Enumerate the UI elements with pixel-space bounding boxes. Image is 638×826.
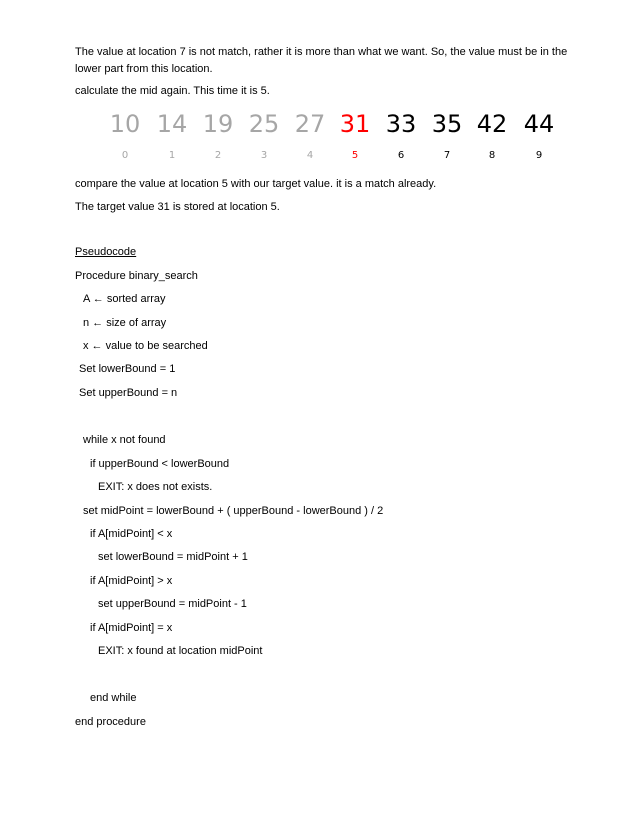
array-index: 5 bbox=[351, 150, 359, 161]
array-index: 1 bbox=[168, 150, 176, 161]
code-line: n ← size of array bbox=[83, 317, 167, 329]
code-line: x ← value to be searched bbox=[83, 340, 208, 352]
array-index: 8 bbox=[488, 150, 496, 161]
code-line: end procedure bbox=[75, 716, 146, 728]
code-line: set midPoint = lowerBound + ( upperBound - lowerBound ) / 2 bbox=[83, 505, 384, 517]
code-line: if A[midPoint] = x bbox=[90, 622, 173, 634]
array-value: 35 bbox=[431, 110, 463, 138]
compare-line: compare the value at location 5 with our target value. it is a match already. bbox=[75, 178, 437, 190]
array-value: 44 bbox=[523, 110, 555, 138]
array-index: 2 bbox=[214, 150, 222, 161]
array-value: 14 bbox=[156, 110, 188, 138]
array-value-match: 31 bbox=[339, 110, 371, 138]
array-value: 27 bbox=[294, 110, 326, 138]
code-line: if A[midPoint] > x bbox=[90, 575, 173, 587]
code-line: Set lowerBound = 1 bbox=[79, 363, 176, 375]
array-index: 3 bbox=[260, 150, 268, 161]
array-index: 0 bbox=[121, 150, 129, 161]
array-value: 19 bbox=[202, 110, 234, 138]
array-index: 9 bbox=[535, 150, 543, 161]
array-value: 10 bbox=[109, 110, 141, 138]
array-index: 4 bbox=[306, 150, 314, 161]
array-value: 42 bbox=[476, 110, 508, 138]
pseudocode-heading: Pseudocode bbox=[75, 246, 137, 258]
code-line: if A[midPoint] < x bbox=[90, 528, 173, 540]
array-index: 7 bbox=[443, 150, 451, 161]
code-line: EXIT: x found at location midPoint bbox=[98, 645, 263, 657]
code-line: set lowerBound = midPoint + 1 bbox=[98, 551, 248, 563]
code-line: if upperBound < lowerBound bbox=[90, 458, 230, 470]
array-value: 33 bbox=[385, 110, 417, 138]
result-line: The target value 31 is stored at location 5. bbox=[75, 201, 280, 213]
code-line: set upperBound = midPoint - 1 bbox=[98, 598, 247, 610]
code-line: Procedure binary_search bbox=[75, 270, 198, 282]
intro-paragraph: The value at location 7 is not match, rather it is more than what we want. So, the value must be in the lower part from this location. bbox=[75, 46, 568, 75]
mid-calculation-line: calculate the mid again. This time it is 5. bbox=[75, 85, 270, 97]
code-line: A ← sorted array bbox=[83, 293, 166, 305]
code-line: while x not found bbox=[83, 434, 166, 446]
array-value: 25 bbox=[248, 110, 280, 138]
code-line: end while bbox=[90, 692, 137, 704]
array-index: 6 bbox=[397, 150, 405, 161]
code-line: Set upperBound = n bbox=[79, 387, 178, 399]
code-line: EXIT: x does not exists. bbox=[98, 481, 213, 493]
